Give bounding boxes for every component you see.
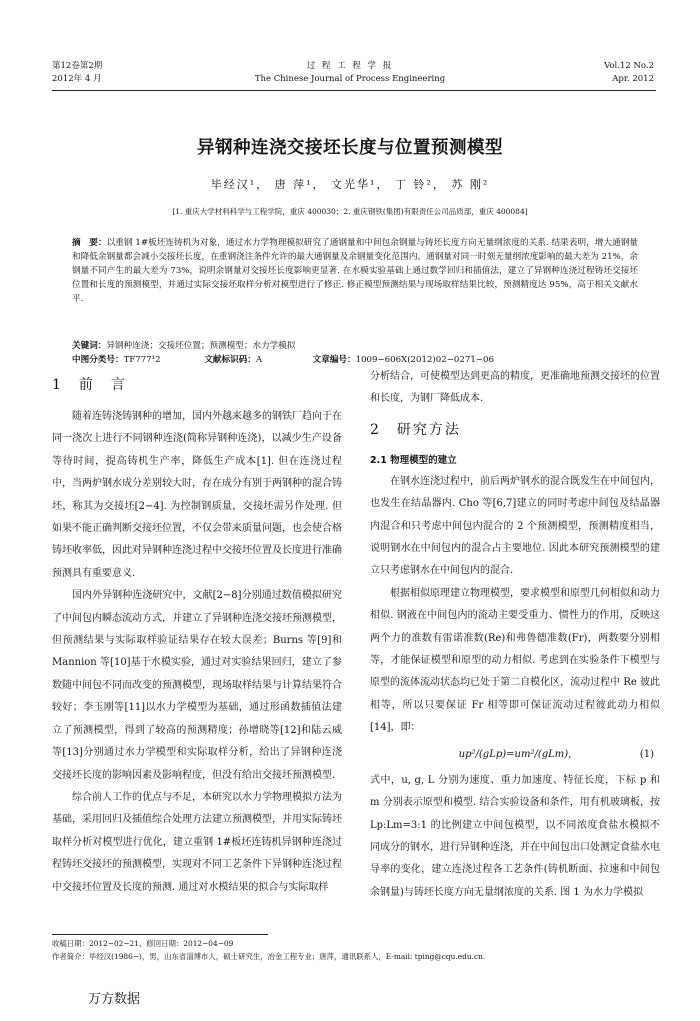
equation-1-body: up²/(gLp)=um²/(gLm), [458, 748, 572, 760]
journal-name-cn: 过 程 工 程 学 报 [306, 61, 394, 71]
issue-date-en: Apr. 2012 [612, 74, 654, 84]
doc-code-label: 文献标识码： [204, 355, 256, 365]
keywords [72, 340, 295, 353]
subsection-2-1-heading: 2.1 物理模型的建立 [370, 454, 457, 466]
clc-value: TF777¹2 [123, 355, 161, 365]
paper-title: 异钢种连浇交接坯长度与位置预测模型 [197, 138, 503, 158]
section-1-paragraph-2: 国内外异钢种连浇研究中，文献[2−8]分别通过数值模拟研究了中间包内瞬态流动方式，并建立了异钢种连浇交接坯预测模型，但预测结果与实际取样验证结果存在较大误差；Burns 等[9]和 Mannion 等[10]基于水模实验，通过对实验结果回归，建立了参数随中间包不同而改变的预测模型，现场取样结果与计算结果符合较好；李玉刚等[11]以水力学模型为基础，通过形函数插值法建立了预测模型，得到了较高的预测精度；孙增晓等[12]和陆云威等[13]分别通过水力学模型和实际取样分析，给出了异钢种连浇交接坯长度的影响因素及影响程度，但没有给出交接坯预测模型. [52, 590, 342, 781]
footnote-received-date: 收稿日期：2012−02−21，修回日期：2012−04−09 [52, 939, 234, 948]
section-2-paragraph-3: 式中，u, g, L 分别为速度、重力加速度、特征长度，下标 p 和 m 分别表示原型和模型. 结合实验设备和条件，用有机玻璃板，按 Lp:Lm=3:1 的比例建立中间包模型，以不同浓度食盐水模拟不同成分的钢水，进行异钢种连浇，并在中间包出口处测定食盐水电导率的变化，建立连浇过程各工艺条件(铸机断面、拉速和中间包余钢量)与铸坯长度方向无量纲浓度的关系. 图 1 为水力学模拟 [370, 774, 660, 898]
left-column [52, 366, 342, 899]
section-1-paragraph-3-continued: 分析结合，可使模型达到更高的精度，更准确地预测交接坯的位置和长度，为钢厂降低成本. [370, 371, 660, 405]
issue-date-cn: 2012年 4 月 [52, 74, 102, 84]
journal-name-en: The Chinese Journal of Process Engineering [254, 74, 446, 84]
volume-number-en: Vol.12 No.2 [604, 61, 654, 71]
abstract-text: 以重钢 1#板坯连铸机为对象，通过水力学物理模拟研究了通钢量和中间包余钢量与铸坯长度方向无量纲浓度的关系. 结果表明，增大通钢量和降低余钢量都会减小交接坯长度，在重钢浇注条件允许的最大通钢量及余钢量变化范围内，通钢量对同一时刻无量纲浓度影响的最大差为 21%，余钢量不同产生的最大差为 73%，说明余钢量对交接坯长度影响更显著. 在水模实验基础上通过数学回归和插值法，建立了异钢种连浇过程铸坯交接坯位置和长度的预测模型，并通过实际交接坯取样分析对模型进行了修正. 修正模型预测结果与现场取样结果比较，预测精度达 95%，高于相关文献水平. [72, 238, 638, 305]
section-1-heading: 1 前 言 [52, 377, 127, 393]
section-2-paragraph-1: 在钢水连浇过程中，前后两炉钢水的混合既发生在中间包内，也发生在结晶器内. Cho 等[6,7]建立的同时考虑中间包及结晶器内混合和只考虑中间包内混合的 2 个预测模型，预测精度相当，说明钢水在中间包内的混合占主要地位. 因此本研究预测模型的建立只考虑钢水在中间包内的混合. [370, 475, 660, 577]
abstract [72, 236, 638, 306]
header-rule [52, 90, 656, 91]
article-number-value: 1009−606X(2012)02−0271−06 [355, 355, 494, 365]
abstract-label: 摘 要： [72, 238, 107, 248]
footnote-rule [52, 934, 268, 935]
section-1-paragraph-1: 随着连铸浇铸钢种的增加，国内外越来越多的钢铁厂趋向于在同一浇次上进行不同钢种连浇(简称异钢种连浇)，以减少生产设备等待时间，提高铸机生产率，降低生产成本[1]. 但在连浇过程中，当两炉钢水成分差别较大时，存在成分有别于两钢种的混合铸坯，称其为交接坯[2−4]. 为控制钢质量，交接坯需另作处理. 但如果不能正确判断交接坯位置，不仅会带来质量问题，也会使合格铸坯收率低，因此对异钢种连浇过程中交接坯位置及长度进行准确预测具有重要意义. [52, 411, 342, 579]
journal-name [0, 60, 700, 86]
clc-label: 中图分类号： [72, 355, 124, 365]
section-1-paragraph-3: 综合前人工作的优点与不足，本研究以水力学物理模拟方法为基础，采用回归及插值综合处理方法建立预测模型，并用实际铸坯取样分析对模型进行优化，建立重钢 1#板坯连铸机异钢种连浇过程铸坯交接坯的预测模型，实现对不同工艺条件下异钢种连浇过程中交接坯位置及长度的预测. 通过对水模结果的拟合与实际取样 [52, 791, 342, 893]
journal-issue-info-en [604, 60, 654, 86]
volume-issue: 第12卷第2期 [52, 61, 103, 71]
affiliation: [1. 重庆大学材料科学与工程学院，重庆 400030；2. 重庆钢铁(集团)有限责任公司品质部，重庆 400084] [172, 207, 528, 216]
equation-1 [370, 740, 660, 770]
doc-code-value: A [255, 355, 263, 365]
wanfang-watermark: 万方数据 [88, 992, 141, 1007]
footnote-author-intro: 作者简介：毕经汉(1986−)，男，山东省淄博市人，硕士研究生，冶金工程专业；唐萍，通讯联系人，E-mail: tping@cqu.edu.cn. [52, 952, 486, 961]
author-list: 毕经汉¹， 唐 萍¹， 文光华¹， 丁 铃²， 苏 刚² [210, 178, 490, 191]
section-2-paragraph-2: 根据相似原理建立物理模型，要求模型和原型几何相似和动力相似. 钢液在中间包内的流动主要受重力、惯性力的作用，反映这两个力的准数有雷诺准数(Re)和弗鲁德准数(Fr)，两数要分别相等，才能保证模型和原型的动力相似. 考虑到在实验条件下模型与原型的流体流动状态均已处于第二自模化区，流动过程中 Re 彼此相等，所以只要保证 Fr 相等即可保证流动过程彼此动力相似[14]，即： [370, 587, 660, 734]
keywords-text: 异钢种连浇；交接坯位置；预测模型；水力学模拟 [106, 341, 296, 351]
section-2-heading: 2 研究方法 [370, 421, 461, 438]
article-number-label: 文章编号： [312, 355, 356, 365]
equation-1-number: (1) [639, 748, 654, 760]
right-column [370, 366, 660, 904]
keywords-label: 关键词： [72, 341, 107, 351]
